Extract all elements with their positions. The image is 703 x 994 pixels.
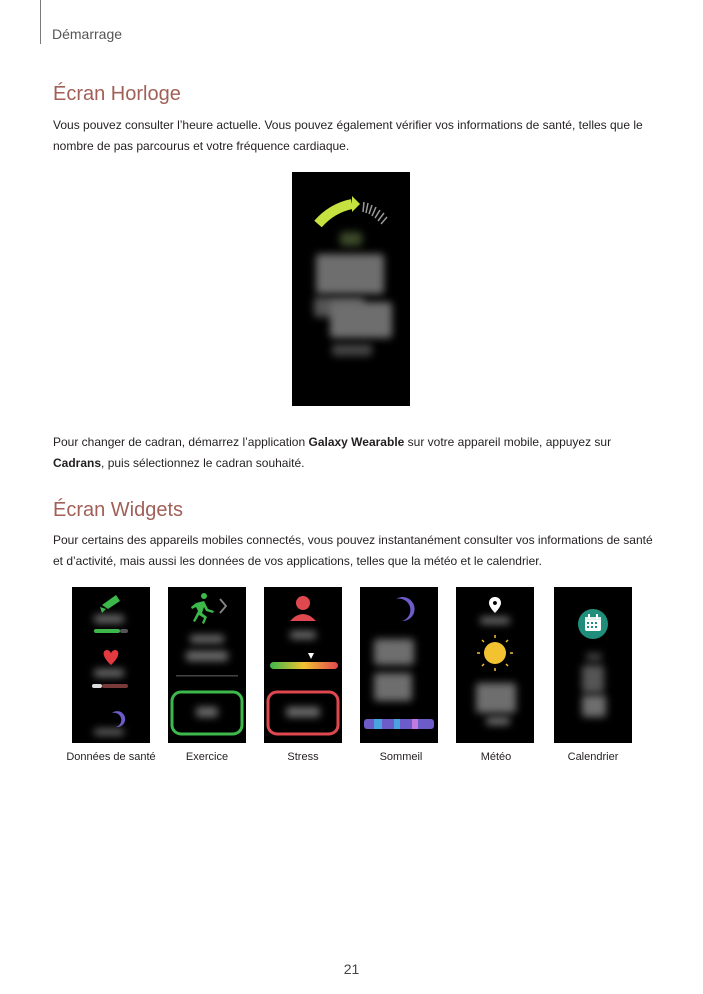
widget-stress [264, 587, 342, 743]
stress-person-icon [290, 596, 316, 621]
footsteps-icon [100, 595, 120, 613]
sun-icon [477, 635, 513, 671]
widget-label-health-data: Données de santé [66, 751, 156, 763]
widget-label-stress: Stress [287, 751, 319, 763]
moon-icon [112, 711, 125, 727]
location-pin-icon [489, 597, 501, 613]
clock-screen-description: Vous pouvez consulter l’heure actuelle. Vous pouvez également vérifier vos informations de santé, telles que le nombre de pas parcourus et votre fréquence cardiaque. [53, 118, 643, 153]
header-rule [40, 0, 41, 44]
menu-name-cadrans: Cadrans [53, 456, 102, 470]
widgets-screen-description: Pour certains des appareils mobiles connectés, vous pouvez instantanément consulter vos informations de santé et d’activité, mais aussi les données de vos applications, telles que la météo et le calendrier. [53, 533, 653, 568]
heart-icon [104, 650, 119, 665]
stress-level-marker [308, 653, 314, 659]
widget-weather [456, 587, 534, 743]
chevron-right-icon [220, 599, 226, 613]
widget-label-exercise: Exercice [185, 751, 229, 763]
moon-icon [396, 597, 415, 621]
widget-label-sleep: Sommeil [379, 751, 423, 763]
widget-calendar [554, 587, 632, 743]
clock-watch-image [292, 172, 410, 406]
calendar-icon [578, 609, 608, 639]
app-name-galaxy-wearable: Galaxy Wearable [308, 435, 405, 449]
widgets-screen-heading: Écran Widgets [53, 499, 184, 521]
change-watchface-instructions: Pour changer de cadran, démarrez l’application Galaxy Wearable sur votre appareil mobile, appuyez sur Cadrans, puis sélectionnez le cadran souhaité. [53, 435, 612, 470]
clock-screen-heading: Écran Horloge [53, 83, 181, 105]
widget-label-calendar: Calendrier [567, 751, 619, 763]
page-number: 21 [343, 961, 360, 977]
running-icon [191, 593, 214, 624]
section-header: Démarrage [52, 26, 123, 42]
widget-health-data [72, 587, 150, 743]
widget-label-weather: Météo [480, 751, 512, 763]
widget-exercise [168, 587, 246, 743]
widget-sleep [360, 587, 438, 743]
